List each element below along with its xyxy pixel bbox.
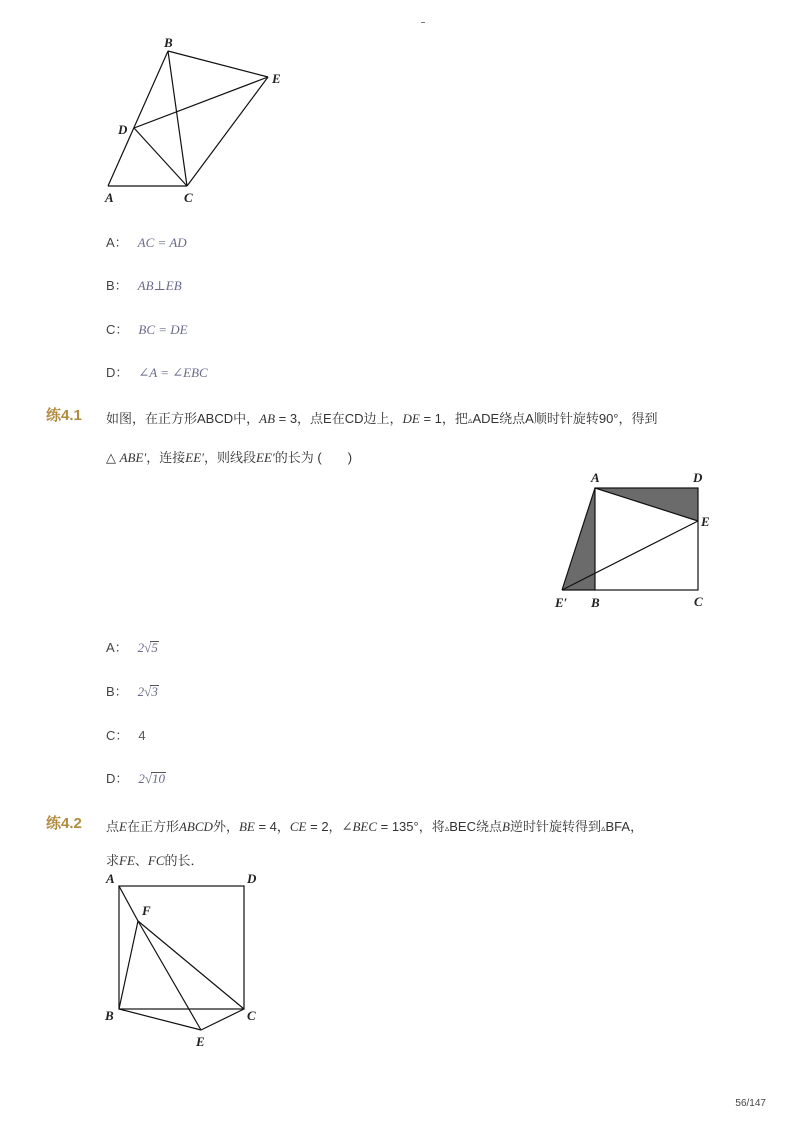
q41-stem-line-2: △ ABE′，连接EE′，则线段EE′的长为 ( )	[106, 450, 353, 465]
header-mark	[421, 22, 425, 23]
fig42-label-B: B	[105, 1008, 114, 1023]
q41-option-a[interactable]: A： 2√5	[106, 640, 158, 655]
fig41-label-D: D	[693, 470, 703, 485]
fig42-label-C: C	[247, 1008, 256, 1023]
fig41-label-E: E	[701, 514, 710, 529]
question-number-4-2: 练4.2	[46, 815, 82, 832]
figure-4-2	[100, 868, 270, 1053]
figure-1	[100, 30, 300, 215]
q42-stem-line-2: 求FE、FC的长．	[106, 853, 204, 868]
q41-option-d[interactable]: D： 2√10	[106, 771, 166, 786]
fig41-label-A: A	[591, 470, 600, 485]
fig1-label-D: D	[118, 122, 128, 137]
option-a[interactable]: A： AC = AD	[106, 235, 187, 250]
option-d[interactable]: D： ∠A = ∠EBC	[106, 365, 208, 380]
q41-option-c[interactable]: C： 4	[106, 728, 146, 743]
fig41-label-E-prime: E′	[555, 595, 568, 610]
fig42-label-E: E	[196, 1034, 205, 1049]
fig1-label-A: A	[105, 190, 114, 205]
fig1-label-E: E	[272, 71, 281, 86]
fig42-label-A: A	[106, 871, 115, 886]
fig42-label-D: D	[247, 871, 257, 886]
figure-4-1	[550, 468, 720, 616]
option-b[interactable]: B： AB⊥EB	[106, 278, 182, 293]
q41-stem-line-1: 如图，在正方形ABCD中，AB = 3，点E在CD边上，DE = 1，把▵ADE绕点A顺时针旋转90°，得到	[106, 411, 658, 426]
fig41-label-B: B	[591, 595, 600, 610]
fig1-label-C: C	[184, 190, 193, 205]
question-number-4-1: 练4.1	[46, 407, 82, 424]
page-number: 56/147	[735, 1098, 766, 1109]
fig42-label-F: F	[142, 903, 151, 918]
fig1-label-B: B	[164, 35, 173, 50]
q41-option-b[interactable]: B： 2√3	[106, 684, 158, 699]
q42-stem-line-1: 点E在正方形ABCD外，BE = 4，CE = 2，∠BEC = 135°，将▵BEC绕点B逆时针旋转得到▵BFA，	[106, 819, 644, 834]
option-c[interactable]: C： BC = DE	[106, 322, 188, 337]
fig41-label-C: C	[694, 594, 703, 609]
